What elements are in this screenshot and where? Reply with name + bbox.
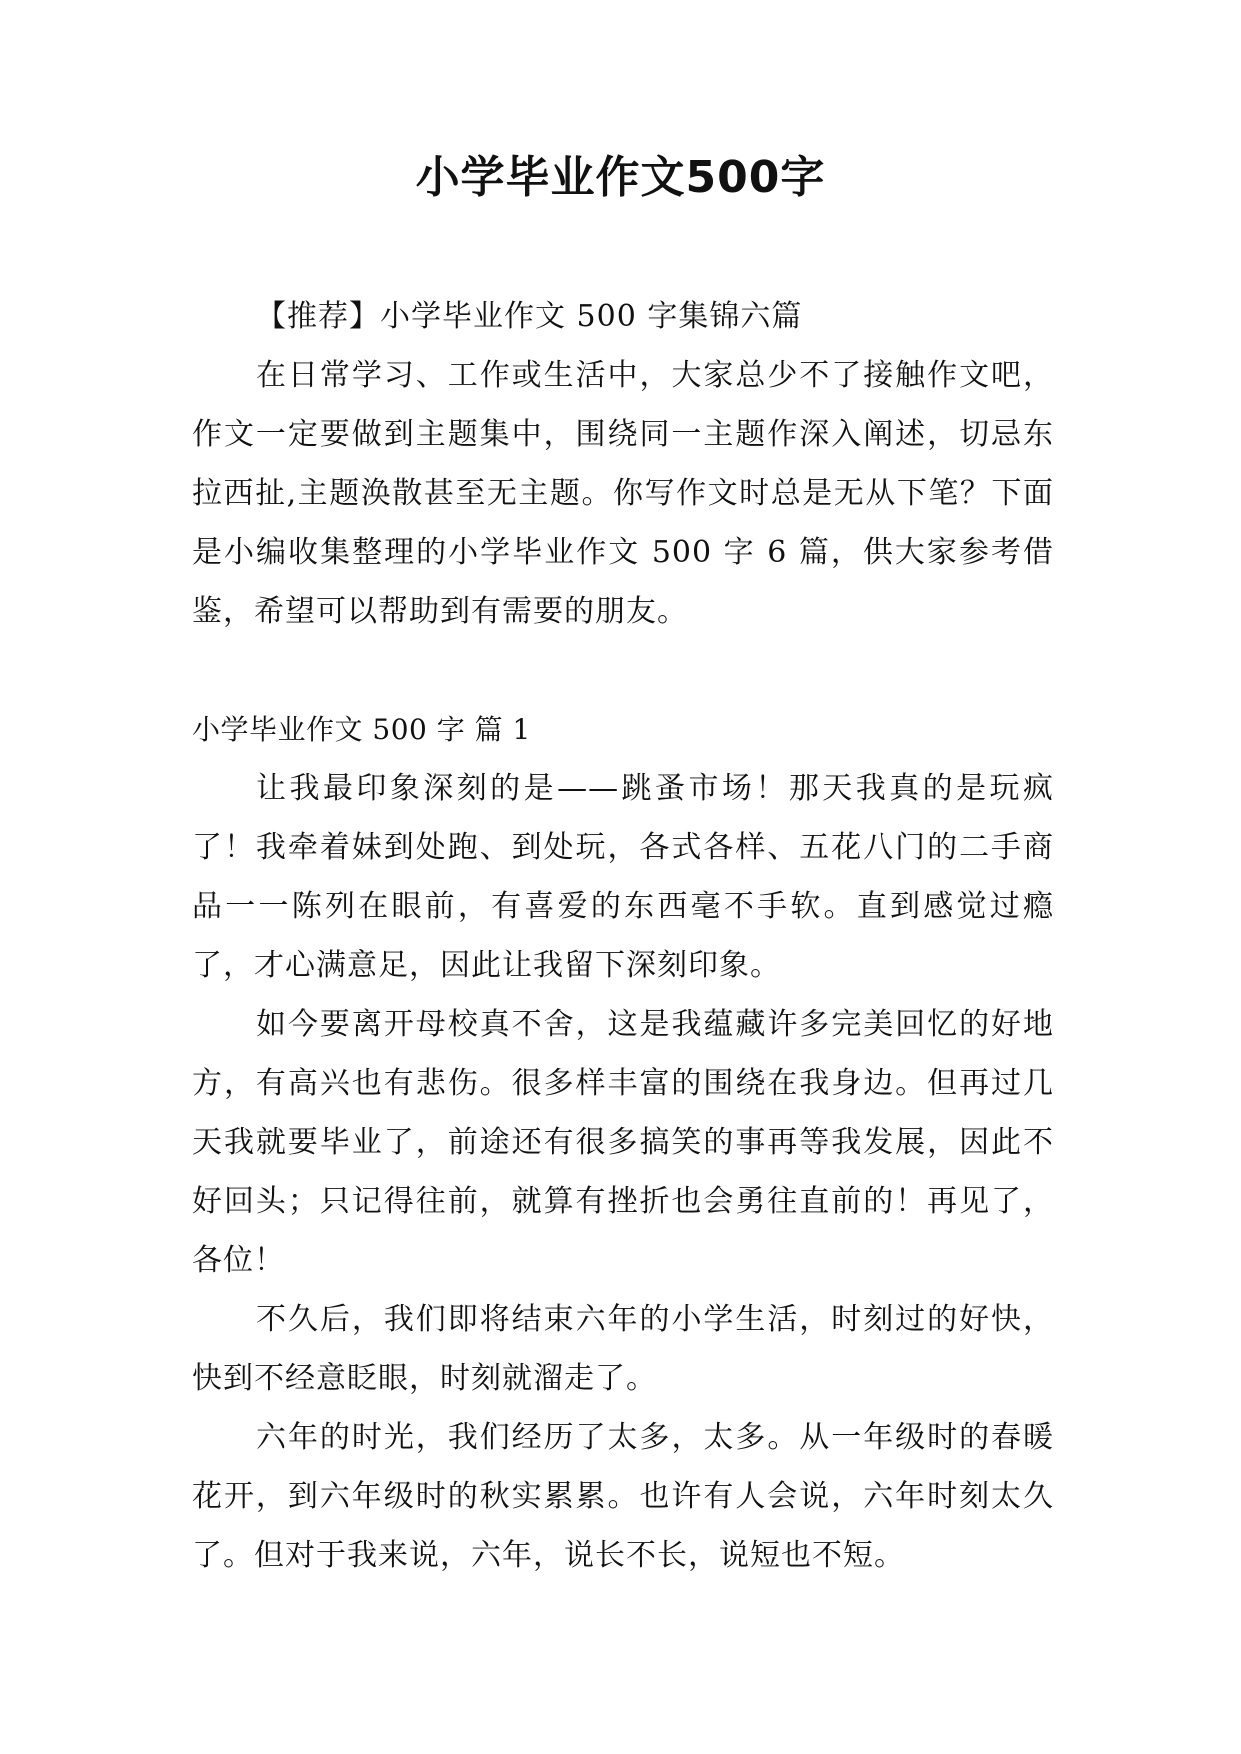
essay-paragraph: 六年的时光，我们经历了太多，太多。从一年级时的春暖花开，到六年级时的秋实累累。也许有人会说，六年时刻太久了。但对于我来说，六年，说长不长，说短也不短。	[192, 1420, 1054, 1573]
section-spacer	[192, 641, 1054, 700]
essay-paragraph: 让我最印象深刻的是——跳蚤市场！那天我真的是玩疯了！我牵着妹到处跑、到处玩，各式各样、五花八门的二手商品一一陈列在眼前，有喜爱的东西毫不手软。直到感觉过瘾了，才心满意足，因此让我留下深刻印象。	[192, 771, 1054, 983]
essay-paragraph: 不久后，我们即将结束六年的小学生活，时刻过的好快，快到不经意眨眼，时刻就溜走了。	[192, 1302, 1054, 1396]
document-body	[192, 287, 1054, 1585]
section-heading: 小学毕业作文 500 字 篇 1	[192, 713, 531, 746]
essay-paragraph: 如今要离开母校真不舍，这是我蕴藏许多完美回忆的好地方，有高兴也有悲伤。很多样丰富的围绕在我身边。但再过几天我就要毕业了，前途还有很多搞笑的事再等我发展，因此不好回头；只记得往前，就算有挫折也会勇往直前的！再见了，各位！	[192, 1007, 1054, 1278]
intro-paragraph: 在日常学习、工作或生活中，大家总少不了接触作文吧，作文一定要做到主题集中，围绕同一主题作深入阐述，切忌东拉西扯,主题涣散甚至无主题。你写作文时总是无从下笔？下面是小编收集整理的小学毕业作文 500 字 6 篇，供大家参考借鉴，希望可以帮助到有需要的朋友。	[192, 358, 1054, 629]
document-title: 小学毕业作文500字	[415, 152, 826, 203]
document-subtitle: 【推荐】小学毕业作文 500 字集锦六篇	[256, 299, 803, 334]
